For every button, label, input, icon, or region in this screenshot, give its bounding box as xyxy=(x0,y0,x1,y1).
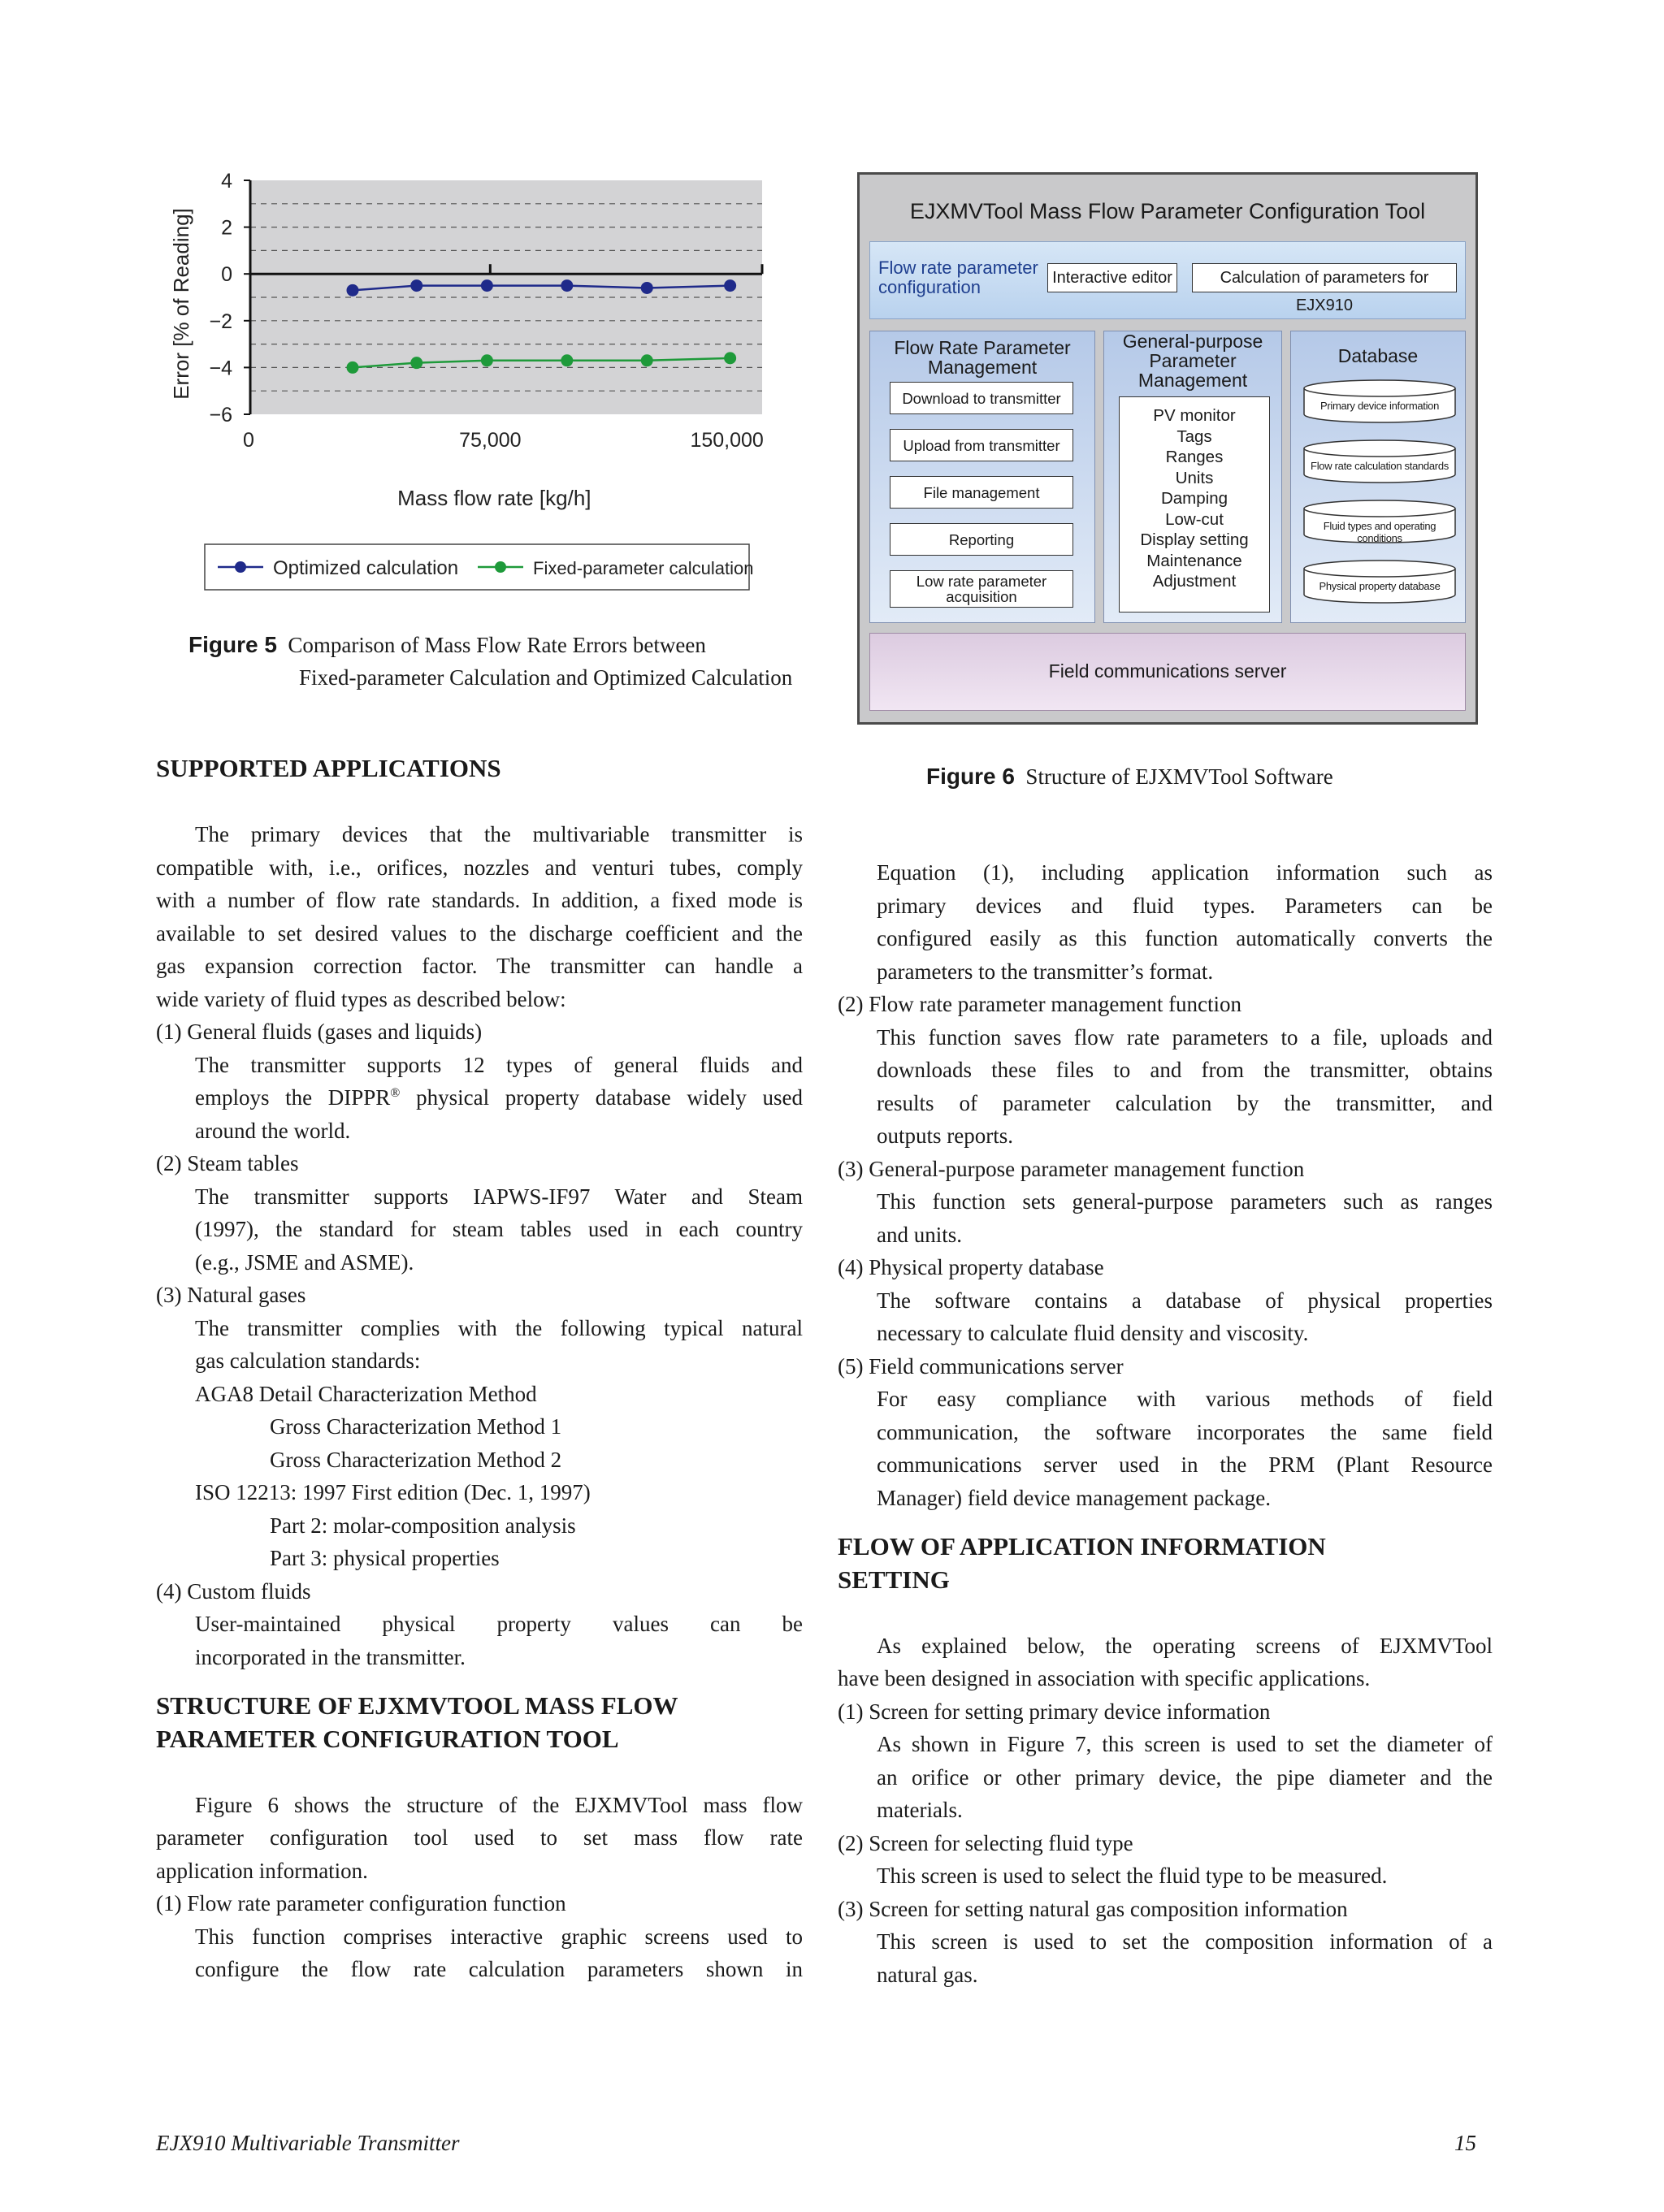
y-axis-label: Error [% of Reading] xyxy=(169,208,193,400)
text-line: outputs reports. xyxy=(877,1123,1013,1148)
list-item-management-function xyxy=(838,988,1493,1153)
text-line: an orifice or other primary device, the pipe diameter and the xyxy=(877,1764,1493,1790)
x-tick-label: 150,000 xyxy=(690,429,764,452)
text-line xyxy=(156,1081,803,1115)
data-point-series-1 xyxy=(410,279,422,292)
list-item-config-function-cont xyxy=(838,856,1493,988)
text-line: For easy compliance with various methods of field xyxy=(877,1387,1493,1411)
list-item-title: (5) Field communications server xyxy=(838,1353,1124,1379)
database-cylinder-fluid-types xyxy=(1302,499,1457,544)
interactive-editor-box: Interactive editor xyxy=(1047,263,1177,292)
figure-5-caption-line1: Comparison of Mass Flow Rate Errors between xyxy=(288,633,706,657)
text-line: This screen is used to select the fluid type to be measured. xyxy=(877,1864,1388,1888)
list-item-general-fluids xyxy=(156,1015,803,1147)
heading-structure-line1: STRUCTURE OF EJXMVTOOL MASS FLOW xyxy=(156,1691,678,1720)
frpm-title xyxy=(870,338,1094,377)
list-item-title: (4) Physical property database xyxy=(838,1255,1104,1279)
diagram-title: EJXMVTool Mass Flow Parameter Configuration Tool xyxy=(909,199,1426,223)
gppm-item: PV monitor xyxy=(1153,406,1236,425)
text-line: The transmitter complies with the following typical natural xyxy=(195,1315,803,1340)
text-line: and units. xyxy=(877,1222,962,1247)
gppm-item: Adjustment xyxy=(1152,572,1237,591)
data-point-series-1 xyxy=(481,279,493,292)
text-line: configure the flow rate calculation parameters shown in xyxy=(195,1957,803,1981)
gppm-item: Ranges xyxy=(1165,448,1224,466)
download-to-transmitter-box: Download to transmitter xyxy=(890,382,1073,414)
data-point-series-2 xyxy=(641,354,653,366)
text-line: Gross Characterization Method 1 xyxy=(270,1414,562,1439)
text-line: incorporated in the transmitter. xyxy=(195,1644,466,1669)
gppm-title-line1: General-purpose xyxy=(1122,331,1263,352)
legend-marker xyxy=(495,561,506,573)
plot-area xyxy=(169,170,764,590)
text-line: This function comprises interactive graphic screens used to xyxy=(195,1924,803,1949)
paragraph-figure6-intro xyxy=(156,1789,803,1888)
paragraph-operating-screens xyxy=(838,1630,1493,1695)
list-item-title: (2) Flow rate parameter management function xyxy=(838,992,1242,1016)
gppm-item: Damping xyxy=(1160,489,1228,508)
list-item-title: (3) Screen for setting natural gas composition information xyxy=(838,1896,1348,1921)
text-line: around the world. xyxy=(195,1118,351,1143)
registered-mark: ® xyxy=(390,1086,401,1100)
text-line: The transmitter supports IAPWS-IF97 Water and Steam xyxy=(195,1184,803,1209)
text-line: The software contains a database of physical properties xyxy=(877,1288,1493,1313)
text-line: natural gas. xyxy=(877,1962,978,1987)
figure-5-caption-line2: Fixed-parameter Calculation and Optimized Calculation xyxy=(299,665,793,690)
text-line: The transmitter supports 12 types of general fluids and xyxy=(195,1052,803,1077)
y-tick-label: −2 xyxy=(209,310,232,333)
database-cylinder-physical-property xyxy=(1302,559,1457,604)
list-item-fluid-type-screen xyxy=(838,1827,1493,1893)
y-tick-label: −6 xyxy=(209,404,232,426)
text-line: Equation (1), including application information such as xyxy=(877,860,1493,885)
frpm-title-line2: Management xyxy=(927,357,1038,378)
upload-from-transmitter-box: Upload from transmitter xyxy=(890,429,1073,461)
text-line: necessary to calculate fluid density and viscosity. xyxy=(877,1321,1309,1345)
footer-title: EJX910 Multivariable Transmitter xyxy=(156,2131,460,2155)
data-point-series-1 xyxy=(561,279,573,292)
figure-6-caption xyxy=(926,760,1333,793)
low-rate-parameter-acquisition-box xyxy=(890,570,1073,608)
text-line: User-maintained physical property values can be xyxy=(195,1612,803,1636)
data-point-series-1 xyxy=(641,282,653,294)
text-line: with a number of flow rate standards. In addition, a fixed mode is xyxy=(156,888,803,912)
database-title: Database xyxy=(1337,345,1419,366)
db-item-label: Fluid types and operating conditions xyxy=(1323,520,1436,544)
list-item-title: (1) General fluids (gases and liquids) xyxy=(156,1019,483,1044)
text-line: results of parameter calculation by the transmitter, and xyxy=(877,1090,1493,1115)
db-item-label: Primary device information xyxy=(1320,400,1440,412)
calculation-of-parameters-box: Calculation of parameters for EJX910 xyxy=(1192,263,1457,292)
text-dippr: employs the DIPPR xyxy=(195,1085,391,1110)
text-line: gas calculation standards: xyxy=(195,1348,421,1373)
data-point-series-1 xyxy=(347,284,359,297)
gppm-item: Low-cut xyxy=(1165,509,1224,529)
data-point-series-2 xyxy=(724,352,736,364)
text-line: Manager) field device management package. xyxy=(877,1485,1271,1510)
gppm-item: Maintenance xyxy=(1146,551,1242,570)
text-line: Part 2: molar-composition analysis xyxy=(270,1513,576,1538)
list-item-field-communications-server xyxy=(838,1350,1493,1515)
list-item-natural-gas-screen xyxy=(838,1893,1493,1992)
list-item-steam-tables xyxy=(156,1147,803,1279)
text-line-cont: physical property database widely used xyxy=(400,1085,804,1110)
general-purpose-parameter-management-panel xyxy=(1103,331,1282,623)
text-line: gas expansion correction factor. The transmitter can handle a xyxy=(156,954,803,978)
text-line: communication, the software incorporates the same field xyxy=(877,1419,1493,1444)
figure-5-chart xyxy=(154,162,812,617)
gppm-item: Tags xyxy=(1176,426,1212,446)
text-line: have been designed in association with specific applications. xyxy=(838,1666,1371,1690)
gppm-item: Units xyxy=(1175,468,1214,487)
list-item-title: (2) Steam tables xyxy=(156,1151,299,1175)
heading-flow-line1: FLOW OF APPLICATION INFORMATION xyxy=(838,1532,1326,1561)
database-cylinder-primary-device xyxy=(1302,379,1457,424)
text-line: parameters to the transmitter’s format. xyxy=(877,959,1214,984)
list-item-natural-gases xyxy=(156,1279,803,1575)
list-item-config-function xyxy=(156,1887,803,1986)
db-item-label: Flow rate calculation standards xyxy=(1311,460,1449,472)
list-item-custom-fluids xyxy=(156,1575,803,1674)
list-item-title: (1) Flow rate parameter configuration function xyxy=(156,1891,566,1915)
data-point-series-2 xyxy=(347,361,359,374)
list-item-title: (1) Screen for setting primary device information xyxy=(838,1699,1271,1724)
file-management-box: File management xyxy=(890,476,1073,509)
x-tick-label: 0 xyxy=(243,429,254,452)
figure-5-caption xyxy=(188,629,830,694)
text-line: wide variety of fluid types as described below: xyxy=(156,986,566,1011)
heading-structure-line2: PARAMETER CONFIGURATION TOOL xyxy=(156,1724,619,1753)
text-line: As shown in Figure 7, this screen is used to set the diameter of xyxy=(877,1732,1493,1756)
low-rate-line1: Low rate parameter xyxy=(916,573,1047,590)
config-label-line1: Flow rate parameter xyxy=(878,258,1038,278)
text-line: compatible with, i.e., orifices, nozzles and venturi tubes, comply xyxy=(156,855,803,880)
flow-rate-parameter-management-panel xyxy=(869,331,1095,623)
data-point-series-1 xyxy=(724,279,736,292)
list-item-physical-property-database xyxy=(838,1251,1493,1350)
text-line: primary devices and fluid types. Parameters can be xyxy=(877,893,1493,918)
flow-rate-parameter-configuration-block xyxy=(869,241,1466,319)
database-cylinder-flow-rate-standards xyxy=(1302,439,1457,484)
page-number: 15 xyxy=(1454,2131,1476,2155)
list-item-title: (2) Screen for selecting fluid type xyxy=(838,1830,1133,1855)
text-line: Figure 6 shows the structure of the EJXMVTool mass flow xyxy=(195,1792,803,1817)
gppm-title-line3: Management xyxy=(1138,370,1248,391)
database-panel xyxy=(1290,331,1466,623)
field-communications-server-block: Field communications server xyxy=(869,633,1466,711)
data-point-series-2 xyxy=(561,354,573,366)
gppm-function-list xyxy=(1119,396,1270,613)
text-line: The primary devices that the multivariable transmitter is xyxy=(195,822,803,846)
legend-label: Fixed-parameter calculation xyxy=(533,558,754,578)
figure-5-label: Figure 5 xyxy=(188,632,277,657)
list-item-title: (4) Custom fluids xyxy=(156,1578,311,1604)
text-line: Part 3: physical properties xyxy=(270,1546,500,1570)
frpm-title-line1: Flow Rate Parameter xyxy=(894,337,1071,358)
heading-flow-line2: SETTING xyxy=(838,1565,950,1594)
text-line: Gross Characterization Method 2 xyxy=(270,1447,562,1472)
text-line: (1997), the standard for steam tables used in each country xyxy=(195,1217,803,1241)
left-column xyxy=(156,752,803,1986)
legend-marker xyxy=(235,561,246,573)
y-tick-label: 2 xyxy=(221,216,232,240)
heading-supported-applications: SUPPORTED APPLICATIONS xyxy=(156,754,501,782)
right-column xyxy=(838,856,1493,1991)
reporting-box: Reporting xyxy=(890,523,1073,556)
legend-label: Optimized calculation xyxy=(273,557,459,579)
config-label-line2: configuration xyxy=(878,277,981,297)
gppm-title-line2: Parameter xyxy=(1149,350,1237,371)
config-label xyxy=(878,258,1038,297)
low-rate-line2: acquisition xyxy=(946,588,1017,605)
text-line: (e.g., JSME and ASME). xyxy=(195,1249,414,1275)
figure-6-label: Figure 6 xyxy=(926,764,1015,789)
paragraph-primary-devices xyxy=(156,818,803,1015)
text-line: This function saves flow rate parameters to a file, uploads and xyxy=(877,1024,1493,1050)
y-tick-label: 4 xyxy=(221,170,232,193)
text-line: communications server used in the PRM (Plant Resource xyxy=(877,1452,1493,1477)
text-line: configured easily as this function automatically converts the xyxy=(877,926,1493,950)
text-line: application information. xyxy=(156,1858,368,1883)
text-line: parameter configuration tool used to set mass flow rate xyxy=(156,1825,803,1850)
text-line: As explained below, the operating screens of EJXMVTool xyxy=(877,1633,1493,1658)
list-item-general-purpose-function xyxy=(838,1153,1493,1252)
figure-6-caption-text: Structure of EJXMVTool Software xyxy=(1025,764,1333,789)
text-line: ISO 12213: 1997 First edition (Dec. 1, 1997) xyxy=(195,1480,591,1504)
text-line: materials. xyxy=(877,1798,963,1822)
y-tick-label: −4 xyxy=(209,357,232,380)
list-item-primary-device-screen xyxy=(838,1695,1493,1827)
text-line: This screen is used to set the composition information of a xyxy=(877,1929,1493,1954)
x-axis-label: Mass flow rate [kg/h] xyxy=(397,486,592,510)
text-line: AGA8 Detail Characterization Method xyxy=(195,1381,537,1406)
data-point-series-2 xyxy=(481,354,493,366)
db-item-label: Physical property database xyxy=(1319,580,1441,592)
text-line: available to set desired values to the discharge coefficient and the xyxy=(156,920,803,946)
text-line: downloads these files to and from the transmitter, obtains xyxy=(877,1058,1493,1082)
y-tick-label: 0 xyxy=(221,263,232,287)
figure-6-diagram xyxy=(857,172,1478,725)
x-tick-label: 75,000 xyxy=(459,429,522,452)
list-item-title: (3) General-purpose parameter management function xyxy=(838,1156,1305,1181)
text-line: This function sets general-purpose parameters such as ranges xyxy=(877,1189,1493,1214)
gppm-title xyxy=(1104,331,1281,390)
list-item-title: (3) Natural gases xyxy=(156,1283,306,1307)
gppm-item: Display setting xyxy=(1140,530,1249,549)
data-point-series-2 xyxy=(410,357,422,369)
